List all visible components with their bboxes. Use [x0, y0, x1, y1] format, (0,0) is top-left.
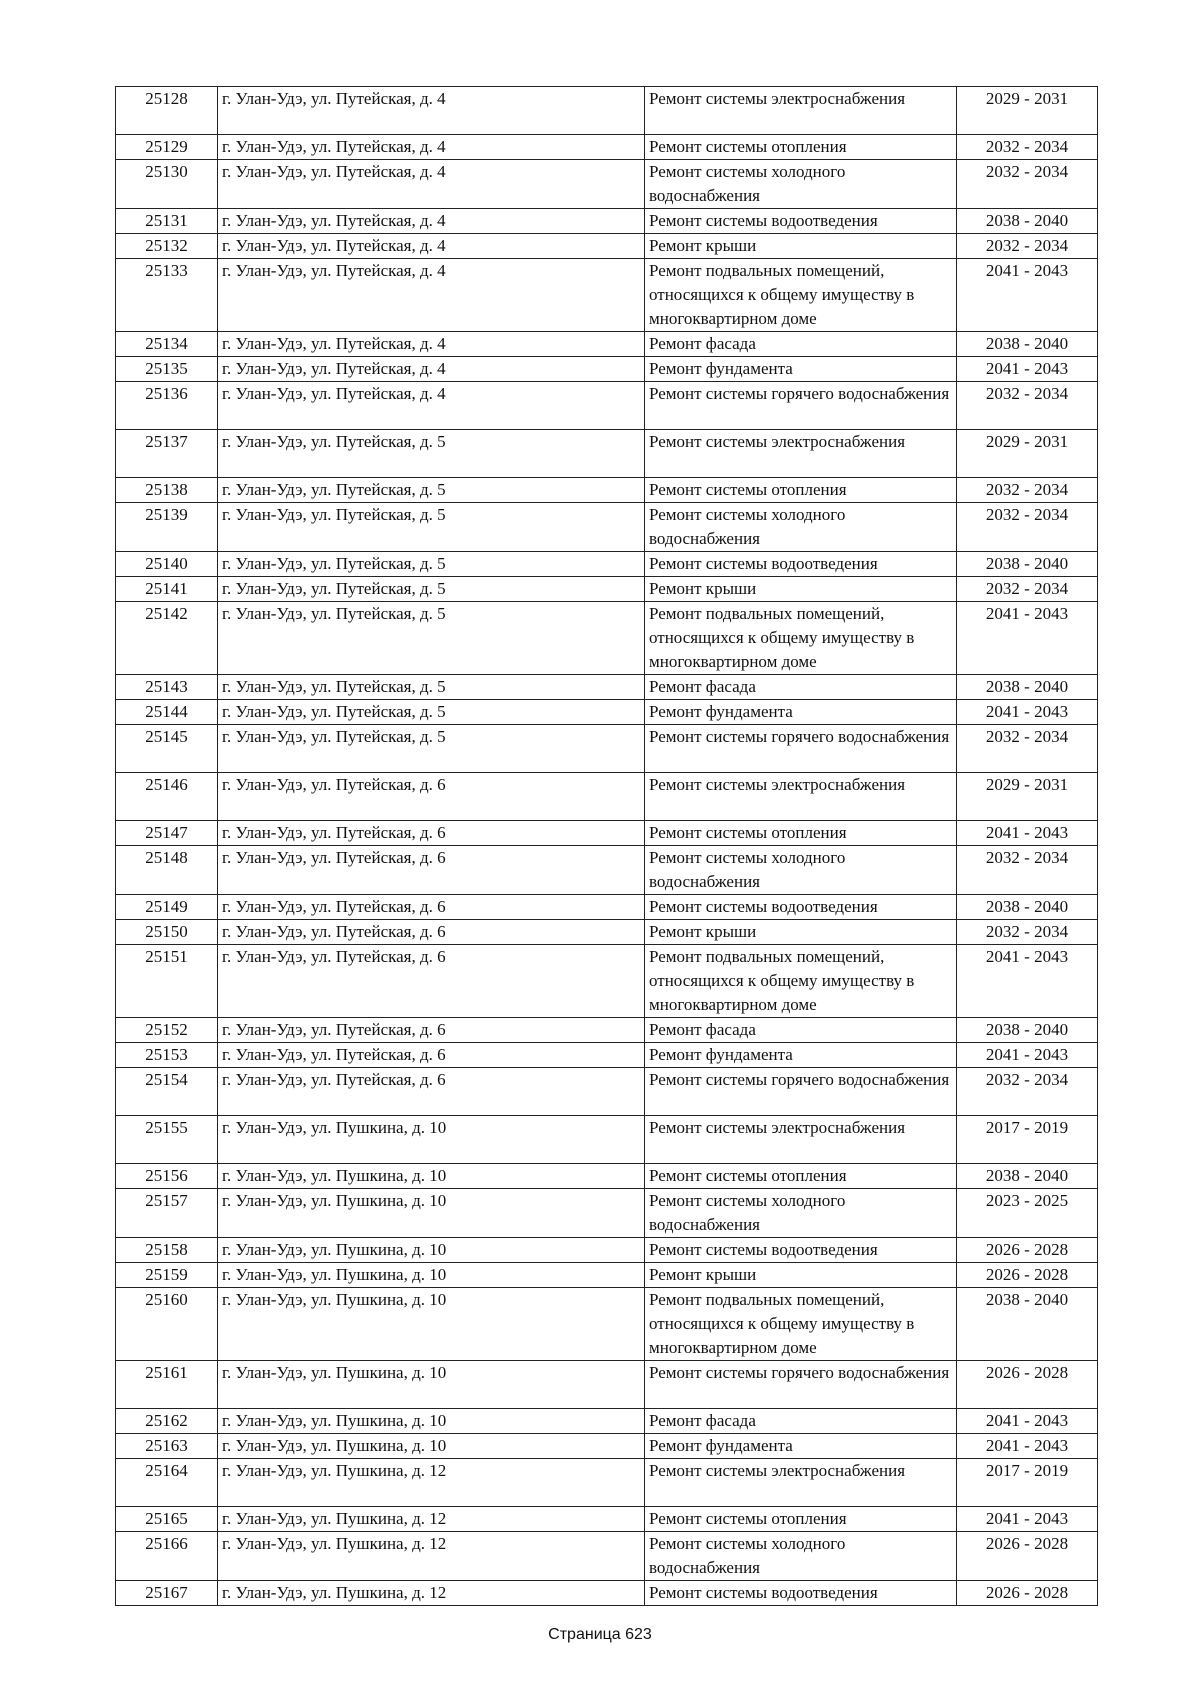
work-type-cell: Ремонт системы отопления	[645, 135, 957, 160]
period-cell: 2032 - 2034	[957, 1068, 1098, 1116]
period-cell: 2029 - 2031	[957, 87, 1098, 135]
row-number: 25152	[116, 1018, 218, 1043]
period-cell: 2038 - 2040	[957, 675, 1098, 700]
work-type-cell: Ремонт системы горячего водоснабжения	[645, 725, 957, 773]
row-number: 25157	[116, 1189, 218, 1238]
address-cell: г. Улан-Удэ, ул. Путейская, д. 5	[218, 700, 645, 725]
row-number: 25133	[116, 259, 218, 332]
row-number: 25140	[116, 552, 218, 577]
period-cell: 2038 - 2040	[957, 1288, 1098, 1361]
row-number: 25164	[116, 1459, 218, 1507]
table-row	[116, 773, 1098, 821]
work-type-cell: Ремонт подвальных помещений, относящихся к общему имуществу в многоквартирном доме	[645, 1288, 957, 1361]
work-type-cell: Ремонт системы отопления	[645, 1164, 957, 1189]
period-cell: 2017 - 2019	[957, 1116, 1098, 1164]
address-cell: г. Улан-Удэ, ул. Пушкина, д. 10	[218, 1164, 645, 1189]
address-cell: г. Улан-Удэ, ул. Путейская, д. 5	[218, 602, 645, 675]
table-row	[116, 234, 1098, 259]
work-type-cell: Ремонт системы электроснабжения	[645, 1459, 957, 1507]
work-type-cell: Ремонт фундамента	[645, 700, 957, 725]
period-cell: 2029 - 2031	[957, 773, 1098, 821]
work-type-cell: Ремонт фасада	[645, 1409, 957, 1434]
work-type-cell: Ремонт системы холодного водоснабжения	[645, 1532, 957, 1581]
row-number: 25161	[116, 1361, 218, 1409]
work-type-cell: Ремонт подвальных помещений, относящихся к общему имуществу в многоквартирном доме	[645, 259, 957, 332]
row-number: 25154	[116, 1068, 218, 1116]
work-type-cell: Ремонт фасада	[645, 675, 957, 700]
row-number: 25143	[116, 675, 218, 700]
work-type-cell: Ремонт системы водоотведения	[645, 895, 957, 920]
period-cell: 2026 - 2028	[957, 1238, 1098, 1263]
row-number: 25162	[116, 1409, 218, 1434]
period-cell: 2032 - 2034	[957, 382, 1098, 430]
period-cell: 2032 - 2034	[957, 160, 1098, 209]
period-cell: 2038 - 2040	[957, 552, 1098, 577]
work-type-cell: Ремонт системы горячего водоснабжения	[645, 1361, 957, 1409]
table-row	[116, 87, 1098, 135]
work-type-cell: Ремонт системы электроснабжения	[645, 430, 957, 478]
address-cell: г. Улан-Удэ, ул. Пушкина, д. 10	[218, 1263, 645, 1288]
work-type-cell: Ремонт системы отопления	[645, 1507, 957, 1532]
address-cell: г. Улан-Удэ, ул. Путейская, д. 4	[218, 160, 645, 209]
address-cell: г. Улан-Удэ, ул. Путейская, д. 5	[218, 552, 645, 577]
period-cell: 2032 - 2034	[957, 478, 1098, 503]
address-cell: г. Улан-Удэ, ул. Пушкина, д. 12	[218, 1581, 645, 1606]
row-number: 25163	[116, 1434, 218, 1459]
address-cell: г. Улан-Удэ, ул. Путейская, д. 5	[218, 675, 645, 700]
row-number: 25155	[116, 1116, 218, 1164]
period-cell: 2041 - 2043	[957, 259, 1098, 332]
address-cell: г. Улан-Удэ, ул. Пушкина, д. 10	[218, 1116, 645, 1164]
table-row	[116, 602, 1098, 675]
work-type-cell: Ремонт системы отопления	[645, 478, 957, 503]
work-type-cell: Ремонт фундамента	[645, 357, 957, 382]
page-number: Страница 623	[548, 1626, 652, 1643]
table-row	[116, 1361, 1098, 1409]
table-row	[116, 430, 1098, 478]
work-type-cell: Ремонт крыши	[645, 577, 957, 602]
work-type-cell: Ремонт системы холодного водоснабжения	[645, 1189, 957, 1238]
address-cell: г. Улан-Удэ, ул. Путейская, д. 6	[218, 1018, 645, 1043]
address-cell: г. Улан-Удэ, ул. Путейская, д. 4	[218, 209, 645, 234]
table-row	[116, 920, 1098, 945]
table-row	[116, 1164, 1098, 1189]
period-cell: 2026 - 2028	[957, 1581, 1098, 1606]
period-cell: 2032 - 2034	[957, 920, 1098, 945]
period-cell: 2032 - 2034	[957, 234, 1098, 259]
table-row	[116, 160, 1098, 209]
work-type-cell: Ремонт системы холодного водоснабжения	[645, 160, 957, 209]
period-cell: 2041 - 2043	[957, 602, 1098, 675]
table-row	[116, 1459, 1098, 1507]
row-number: 25151	[116, 945, 218, 1018]
period-cell: 2032 - 2034	[957, 503, 1098, 552]
row-number: 25160	[116, 1288, 218, 1361]
row-number: 25137	[116, 430, 218, 478]
period-cell: 2032 - 2034	[957, 135, 1098, 160]
address-cell: г. Улан-Удэ, ул. Пушкина, д. 12	[218, 1507, 645, 1532]
address-cell: г. Улан-Удэ, ул. Путейская, д. 4	[218, 332, 645, 357]
row-number: 25130	[116, 160, 218, 209]
row-number: 25132	[116, 234, 218, 259]
address-cell: г. Улан-Удэ, ул. Пушкина, д. 10	[218, 1189, 645, 1238]
work-type-cell: Ремонт системы водоотведения	[645, 1238, 957, 1263]
work-type-cell: Ремонт системы водоотведения	[645, 209, 957, 234]
address-cell: г. Улан-Удэ, ул. Пушкина, д. 12	[218, 1459, 645, 1507]
table-row	[116, 1116, 1098, 1164]
address-cell: г. Улан-Удэ, ул. Путейская, д. 5	[218, 577, 645, 602]
row-number: 25148	[116, 846, 218, 895]
address-cell: г. Улан-Удэ, ул. Путейская, д. 6	[218, 1043, 645, 1068]
period-cell: 2041 - 2043	[957, 945, 1098, 1018]
row-number: 25156	[116, 1164, 218, 1189]
row-number: 25128	[116, 87, 218, 135]
work-type-cell: Ремонт системы электроснабжения	[645, 1116, 957, 1164]
table-row	[116, 1507, 1098, 1532]
period-cell: 2023 - 2025	[957, 1189, 1098, 1238]
table-row	[116, 135, 1098, 160]
address-cell: г. Улан-Удэ, ул. Путейская, д. 5	[218, 503, 645, 552]
period-cell: 2032 - 2034	[957, 846, 1098, 895]
period-cell: 2038 - 2040	[957, 209, 1098, 234]
table-row	[116, 945, 1098, 1018]
table-body	[116, 87, 1098, 1606]
table-row	[116, 1068, 1098, 1116]
period-cell: 2041 - 2043	[957, 357, 1098, 382]
period-cell: 2041 - 2043	[957, 1507, 1098, 1532]
row-number: 25165	[116, 1507, 218, 1532]
work-type-cell: Ремонт крыши	[645, 1263, 957, 1288]
row-number: 25149	[116, 895, 218, 920]
period-cell: 2038 - 2040	[957, 332, 1098, 357]
work-type-cell: Ремонт системы холодного водоснабжения	[645, 503, 957, 552]
row-number: 25142	[116, 602, 218, 675]
period-cell: 2041 - 2043	[957, 700, 1098, 725]
row-number: 25146	[116, 773, 218, 821]
period-cell: 2026 - 2028	[957, 1263, 1098, 1288]
period-cell: 2038 - 2040	[957, 1018, 1098, 1043]
table-row	[116, 332, 1098, 357]
row-number: 25141	[116, 577, 218, 602]
table-row	[116, 478, 1098, 503]
address-cell: г. Улан-Удэ, ул. Путейская, д. 6	[218, 920, 645, 945]
address-cell: г. Улан-Удэ, ул. Путейская, д. 6	[218, 821, 645, 846]
address-cell: г. Улан-Удэ, ул. Путейская, д. 4	[218, 234, 645, 259]
table-row	[116, 1581, 1098, 1606]
address-cell: г. Улан-Удэ, ул. Пушкина, д. 10	[218, 1361, 645, 1409]
table-row	[116, 1238, 1098, 1263]
work-type-cell: Ремонт крыши	[645, 920, 957, 945]
address-cell: г. Улан-Удэ, ул. Пушкина, д. 10	[218, 1434, 645, 1459]
work-type-cell: Ремонт системы электроснабжения	[645, 87, 957, 135]
table-row	[116, 700, 1098, 725]
address-cell: г. Улан-Удэ, ул. Путейская, д. 4	[218, 87, 645, 135]
address-cell: г. Улан-Удэ, ул. Путейская, д. 4	[218, 135, 645, 160]
work-type-cell: Ремонт фасада	[645, 332, 957, 357]
work-type-cell: Ремонт системы горячего водоснабжения	[645, 382, 957, 430]
row-number: 25166	[116, 1532, 218, 1581]
table-row	[116, 725, 1098, 773]
row-number: 25144	[116, 700, 218, 725]
work-type-cell: Ремонт фундамента	[645, 1434, 957, 1459]
row-number: 25135	[116, 357, 218, 382]
table-row	[116, 209, 1098, 234]
address-cell: г. Улан-Удэ, ул. Путейская, д. 6	[218, 945, 645, 1018]
row-number: 25150	[116, 920, 218, 945]
table-row	[116, 1018, 1098, 1043]
period-cell: 2017 - 2019	[957, 1459, 1098, 1507]
address-cell: г. Улан-Удэ, ул. Путейская, д. 5	[218, 430, 645, 478]
row-number: 25136	[116, 382, 218, 430]
period-cell: 2041 - 2043	[957, 1409, 1098, 1434]
table-row	[116, 382, 1098, 430]
work-type-cell: Ремонт крыши	[645, 234, 957, 259]
work-type-cell: Ремонт системы холодного водоснабжения	[645, 846, 957, 895]
period-cell: 2026 - 2028	[957, 1532, 1098, 1581]
row-number: 25159	[116, 1263, 218, 1288]
period-cell: 2041 - 2043	[957, 1043, 1098, 1068]
table-row	[116, 503, 1098, 552]
address-cell: г. Улан-Удэ, ул. Путейская, д. 5	[218, 725, 645, 773]
table-row	[116, 821, 1098, 846]
address-cell: г. Улан-Удэ, ул. Пушкина, д. 10	[218, 1288, 645, 1361]
period-cell: 2026 - 2028	[957, 1361, 1098, 1409]
row-number: 25129	[116, 135, 218, 160]
table-row	[116, 675, 1098, 700]
address-cell: г. Улан-Удэ, ул. Путейская, д. 4	[218, 382, 645, 430]
period-cell: 2029 - 2031	[957, 430, 1098, 478]
address-cell: г. Улан-Удэ, ул. Путейская, д. 4	[218, 259, 645, 332]
work-type-cell: Ремонт фундамента	[645, 1043, 957, 1068]
period-cell: 2032 - 2034	[957, 577, 1098, 602]
address-cell: г. Улан-Удэ, ул. Путейская, д. 6	[218, 895, 645, 920]
work-type-cell: Ремонт подвальных помещений, относящихся к общему имуществу в многоквартирном доме	[645, 945, 957, 1018]
address-cell: г. Улан-Удэ, ул. Пушкина, д. 10	[218, 1409, 645, 1434]
address-cell: г. Улан-Удэ, ул. Путейская, д. 5	[218, 478, 645, 503]
address-cell: г. Улан-Удэ, ул. Пушкина, д. 12	[218, 1532, 645, 1581]
table-row	[116, 577, 1098, 602]
row-number: 25147	[116, 821, 218, 846]
table-row	[116, 357, 1098, 382]
address-cell: г. Улан-Удэ, ул. Путейская, д. 4	[218, 357, 645, 382]
period-cell: 2041 - 2043	[957, 1434, 1098, 1459]
work-type-cell: Ремонт системы горячего водоснабжения	[645, 1068, 957, 1116]
period-cell: 2038 - 2040	[957, 895, 1098, 920]
work-type-cell: Ремонт системы водоотведения	[645, 552, 957, 577]
row-number: 25138	[116, 478, 218, 503]
row-number: 25153	[116, 1043, 218, 1068]
repair-schedule-table	[115, 86, 1098, 1606]
row-number: 25134	[116, 332, 218, 357]
address-cell: г. Улан-Удэ, ул. Путейская, д. 6	[218, 846, 645, 895]
work-type-cell: Ремонт системы водоотведения	[645, 1581, 957, 1606]
row-number: 25139	[116, 503, 218, 552]
period-cell: 2038 - 2040	[957, 1164, 1098, 1189]
row-number: 25145	[116, 725, 218, 773]
table-row	[116, 1434, 1098, 1459]
table-row	[116, 846, 1098, 895]
work-type-cell: Ремонт фасада	[645, 1018, 957, 1043]
table-row	[116, 1263, 1098, 1288]
address-cell: г. Улан-Удэ, ул. Путейская, д. 6	[218, 773, 645, 821]
address-cell: г. Улан-Удэ, ул. Путейская, д. 6	[218, 1068, 645, 1116]
row-number: 25158	[116, 1238, 218, 1263]
table-row	[116, 1043, 1098, 1068]
period-cell: 2032 - 2034	[957, 725, 1098, 773]
address-cell: г. Улан-Удэ, ул. Пушкина, д. 10	[218, 1238, 645, 1263]
table-row	[116, 1288, 1098, 1361]
table-row	[116, 895, 1098, 920]
row-number: 25167	[116, 1581, 218, 1606]
row-number: 25131	[116, 209, 218, 234]
table-row	[116, 552, 1098, 577]
table-row	[116, 1532, 1098, 1581]
work-type-cell: Ремонт системы отопления	[645, 821, 957, 846]
work-type-cell: Ремонт системы электроснабжения	[645, 773, 957, 821]
table-row	[116, 259, 1098, 332]
period-cell: 2041 - 2043	[957, 821, 1098, 846]
work-type-cell: Ремонт подвальных помещений, относящихся к общему имуществу в многоквартирном доме	[645, 602, 957, 675]
table-row	[116, 1189, 1098, 1238]
table-row	[116, 1409, 1098, 1434]
